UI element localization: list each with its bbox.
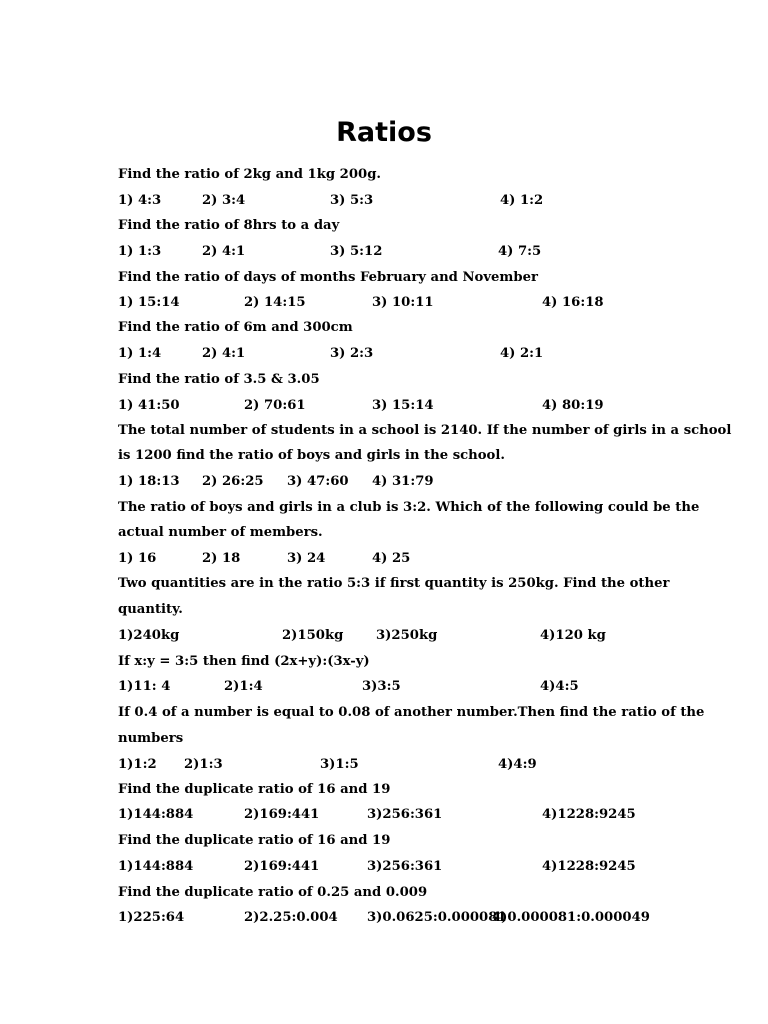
answer-option: 3)3:5: [362, 679, 401, 694]
answer-option: 3) 10:11: [372, 295, 434, 310]
answer-option: 2) 26:25: [202, 474, 264, 489]
answer-option: 2)169:441: [244, 859, 320, 874]
answer-option: 3) 5:12: [330, 244, 383, 259]
answer-option: 2) 14:15: [244, 295, 306, 310]
options-row: [118, 753, 658, 777]
answer-option: 2)150kg: [282, 628, 344, 643]
answer-option: 4)0.000081:0.000049: [492, 910, 650, 925]
question-text: Find the duplicate ratio of 0.25 and 0.009: [118, 885, 428, 900]
question-text: The ratio of boys and girls in a club is 3:2. Which of the following could be the: [118, 500, 700, 515]
options-row: [118, 624, 658, 648]
answer-option: 4) 2:1: [500, 346, 544, 361]
answer-option: 3)256:361: [367, 807, 443, 822]
options-row: [118, 547, 658, 571]
answer-option: 2) 70:61: [244, 398, 306, 413]
answer-option: 4) 80:19: [542, 398, 604, 413]
answer-option: 4) 31:79: [372, 474, 434, 489]
answer-option: 4)1228:9245: [542, 859, 636, 874]
answer-option: 4) 16:18: [542, 295, 604, 310]
answer-option: 3)250kg: [376, 628, 438, 643]
question-text: numbers: [118, 731, 184, 746]
answer-option: 4) 25: [372, 551, 411, 566]
answer-option: 3) 24: [287, 551, 326, 566]
answer-option: 4)1228:9245: [542, 807, 636, 822]
options-row: [118, 394, 658, 418]
answer-option: 2)1:3: [184, 757, 223, 772]
answer-option: 3) 47:60: [287, 474, 349, 489]
answer-option: 2) 4:1: [202, 244, 246, 259]
answer-option: 2) 3:4: [202, 193, 246, 208]
answer-option: 1) 4:3: [118, 193, 162, 208]
answer-option: 3)0.0625:0.000081: [367, 910, 507, 925]
answer-option: 2)1:4: [224, 679, 263, 694]
answer-option: 4)4:9: [498, 757, 537, 772]
answer-option: 1) 18:13: [118, 474, 180, 489]
options-row: [118, 470, 658, 494]
question-text: Find the ratio of 2kg and 1kg 200g.: [118, 167, 382, 182]
question-text: If 0.4 of a number is equal to 0.08 of another number.Then find the ratio of the: [118, 705, 705, 720]
answer-option: 1)1:2: [118, 757, 157, 772]
answer-option: 1) 1:4: [118, 346, 162, 361]
answer-option: 2)169:441: [244, 807, 320, 822]
answer-option: 1) 16: [118, 551, 157, 566]
question-text: Find the ratio of 8hrs to a day: [118, 218, 340, 233]
question-text: quantity.: [118, 602, 183, 617]
options-row: [118, 240, 658, 264]
question-text: actual number of members.: [118, 525, 323, 540]
answer-option: 1)144:884: [118, 807, 194, 822]
answer-option: 3) 5:3: [330, 193, 374, 208]
options-row: [118, 189, 658, 213]
question-text: The total number of students in a school is 2140. If the number of girls in a school: [118, 423, 732, 438]
answer-option: 3)1:5: [320, 757, 359, 772]
answer-option: 1)11: 4: [118, 679, 171, 694]
question-text: Find the ratio of days of months February and November: [118, 270, 538, 285]
answer-option: 2) 4:1: [202, 346, 246, 361]
question-text: If x:y = 3:5 then find (2x+y):(3x-y): [118, 654, 370, 669]
answer-option: 3) 2:3: [330, 346, 374, 361]
options-row: [118, 906, 658, 930]
question-text: Two quantities are in the ratio 5:3 if first quantity is 250kg. Find the other: [118, 576, 670, 591]
options-row: [118, 803, 658, 827]
question-text: Find the ratio of 6m and 300cm: [118, 320, 353, 335]
answer-option: 1)225:64: [118, 910, 185, 925]
options-row: [118, 342, 658, 366]
answer-option: 1) 41:50: [118, 398, 180, 413]
question-text: Find the duplicate ratio of 16 and 19: [118, 833, 391, 848]
question-text: Find the duplicate ratio of 16 and 19: [118, 782, 391, 797]
options-row: [118, 675, 658, 699]
answer-option: 1)144:884: [118, 859, 194, 874]
answer-option: 1) 15:14: [118, 295, 180, 310]
question-text: Find the ratio of 3.5 & 3.05: [118, 372, 320, 387]
answer-option: 4)4:5: [540, 679, 579, 694]
question-text: is 1200 find the ratio of boys and girls in the school.: [118, 448, 505, 463]
answer-option: 4) 7:5: [498, 244, 542, 259]
page-title: Ratios: [336, 117, 432, 148]
options-row: [118, 291, 658, 315]
answer-option: 3)256:361: [367, 859, 443, 874]
options-row: [118, 855, 658, 879]
answer-option: 2) 18: [202, 551, 241, 566]
answer-option: 4)120 kg: [540, 628, 606, 643]
answer-option: 4) 1:2: [500, 193, 544, 208]
answer-option: 1)240kg: [118, 628, 180, 643]
answer-option: 3) 15:14: [372, 398, 434, 413]
answer-option: 1) 1:3: [118, 244, 162, 259]
answer-option: 2)2.25:0.004: [244, 910, 338, 925]
